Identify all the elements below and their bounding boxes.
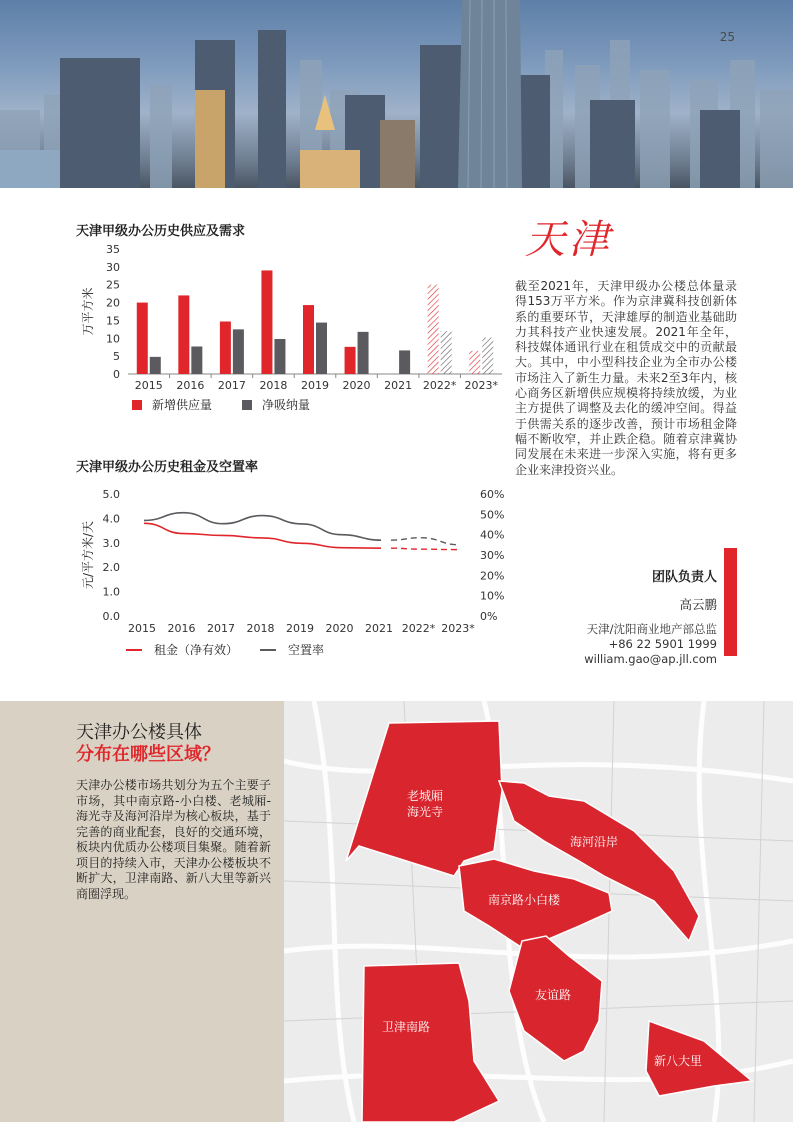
y2-tick-label: 0% xyxy=(480,610,498,623)
y2-tick-label: 50% xyxy=(480,508,505,522)
y-axis-label: 万平方米 xyxy=(81,287,95,336)
y2-tick-label: 60% xyxy=(480,488,505,501)
district-map xyxy=(284,701,793,1122)
label-nanjinglu: 南京路小白楼 xyxy=(487,893,561,907)
y2-tick-label: 20% xyxy=(480,569,505,583)
x-tick-label: 2016 xyxy=(176,379,205,392)
city-title: 天津 xyxy=(525,217,613,263)
bar-supply xyxy=(303,305,314,374)
page-number: 25 xyxy=(719,30,735,44)
team-leader-email[interactable]: william.gao@ap.jll.com xyxy=(584,652,717,666)
x-tick-label: 2021 xyxy=(365,622,393,635)
label-weijin: 卫津南路 xyxy=(381,1020,431,1034)
bar-absorption xyxy=(316,323,327,374)
city-intro-text: 截至2021年，天津甲级办公楼总体量录得153万平方米。作为京津冀科技创新体系的重要环节，天津雄厚的制造业基础助力其科技产业快速发展。2021年全年，科技媒体通讯行业在租赁成交中的贡献最大。其中，中小型科技企业为全市办公楼市场注入了新生力量。未来2至3年内，核心商务区新增供应规模将持续放缓，为业主方提供了调整及去化的缓冲空间。得益于供需关系的逐步改善，预计市场租金降幅不断收窄，并止跌企稳。随着京津冀协同发展在未来进一步深入实施，将有更多企业来津投资兴业。 xyxy=(515,279,737,477)
rent-vacancy-line-chart xyxy=(70,484,510,664)
team-leader-name: 高云鹏 xyxy=(679,597,717,612)
district-section-subtitle: 分布在哪些区域？ xyxy=(76,744,220,765)
line-rent-forecast xyxy=(391,548,460,549)
line-vacancy xyxy=(144,513,381,540)
bar-absorption xyxy=(399,350,410,374)
label-xinbadali: 新八大里 xyxy=(653,1054,703,1068)
y-tick-label: 0 xyxy=(113,368,120,381)
label-laochengxiang-1: 老城厢 xyxy=(406,789,444,803)
bar-supply xyxy=(137,303,148,374)
bar-absorption xyxy=(150,357,161,374)
y-tick-label: 10 xyxy=(106,332,120,346)
x-tick-label: 2017 xyxy=(207,622,235,635)
y-tick-label: 35 xyxy=(106,243,120,256)
y-tick-label: 20 xyxy=(106,296,120,310)
skyline-illustration xyxy=(0,0,793,188)
bar-supply xyxy=(220,322,231,375)
y2-tick-label: 40% xyxy=(480,528,505,542)
x-tick-label: 2015 xyxy=(128,622,156,635)
supply-demand-bar-chart xyxy=(70,238,510,418)
supply-chart-title: 天津甲级办公历史供应及需求 xyxy=(76,224,246,239)
bar-supply xyxy=(261,270,272,374)
x-tick-label: 2017 xyxy=(217,379,246,392)
x-tick-label: 2020 xyxy=(325,622,354,635)
legend-label: 新增供应量 xyxy=(152,398,213,412)
x-tick-label: 2016 xyxy=(167,622,196,635)
city-skyline-banner xyxy=(0,0,793,188)
bar-absorption xyxy=(441,331,452,374)
label-youyilu: 友谊路 xyxy=(534,988,572,1002)
y-tick-label: 2.0 xyxy=(102,561,120,575)
y-tick-label: 1.0 xyxy=(102,585,120,599)
y-tick-label: 25 xyxy=(106,278,120,292)
line-vacancy-forecast xyxy=(391,538,460,545)
line-rent xyxy=(144,523,381,548)
x-tick-label: 2022* xyxy=(422,379,457,392)
x-tick-label: 2022* xyxy=(401,622,436,635)
bar-absorption xyxy=(191,347,202,375)
y2-tick-label: 30% xyxy=(480,549,505,562)
accent-bar xyxy=(724,548,737,656)
legend-label: 净吸纳量 xyxy=(262,398,311,412)
bar-supply xyxy=(345,347,356,374)
team-leader-phone: +86 22 5901 1999 xyxy=(608,637,717,651)
district-section-title: 天津办公楼具体 xyxy=(76,722,202,743)
bar-absorption xyxy=(482,338,493,374)
x-tick-label: 2023* xyxy=(464,379,498,392)
label-haihe: 海河沿岸 xyxy=(569,835,619,849)
x-tick-label: 2018 xyxy=(259,379,288,392)
legend-swatch xyxy=(242,400,252,410)
team-contact xyxy=(584,566,717,667)
x-tick-label: 2020 xyxy=(342,379,371,392)
legend-label: 租金（净有效） xyxy=(154,643,239,657)
y2-tick-label: 10% xyxy=(480,589,505,603)
team-role: 团队负责人 xyxy=(651,570,717,585)
x-tick-label: 2019 xyxy=(301,379,329,392)
x-tick-label: 2019 xyxy=(286,622,314,635)
y-axis-label: 元/平方米/天 xyxy=(81,520,95,590)
y-tick-label: 30 xyxy=(106,260,120,274)
y-tick-label: 15 xyxy=(106,314,120,328)
y-tick-label: 4.0 xyxy=(102,512,120,526)
district-section-body: 天津办公楼市场共划分为五个主要子市场，其中南京路-小白楼、老城厢-海光寺及海河沿岸为核心板块，基于完善的商业配套，良好的交通环境，板块内优质办公楼项目集聚。随着新项目的持续入市，天津办公楼板块不断扩大，卫津南路、新八大里等新兴商圈浮现。 xyxy=(76,778,271,901)
bar-supply xyxy=(469,351,480,374)
team-leader-position: 天津/沈阳商业地产部总监 xyxy=(586,622,717,636)
x-tick-label: 2023* xyxy=(441,622,475,635)
bar-supply xyxy=(428,285,439,374)
region-weijin[interactable] xyxy=(362,963,499,1122)
bar-absorption xyxy=(233,329,244,374)
bar-absorption xyxy=(358,332,369,374)
bar-supply xyxy=(178,295,189,374)
x-tick-label: 2015 xyxy=(134,379,163,392)
rent-chart-title: 天津甲级办公历史租金及空置率 xyxy=(76,460,259,475)
label-laochengxiang-2: 海光寺 xyxy=(406,805,444,819)
y-tick-label: 0.0 xyxy=(102,610,120,623)
bar-absorption xyxy=(274,339,285,374)
x-tick-label: 2021 xyxy=(384,379,413,392)
y-tick-label: 5 xyxy=(113,350,120,364)
y-tick-label: 5.0 xyxy=(102,488,120,501)
legend-label: 空置率 xyxy=(288,643,325,657)
y-tick-label: 3.0 xyxy=(102,536,120,550)
legend-swatch xyxy=(132,400,142,410)
x-tick-label: 2018 xyxy=(246,622,275,635)
